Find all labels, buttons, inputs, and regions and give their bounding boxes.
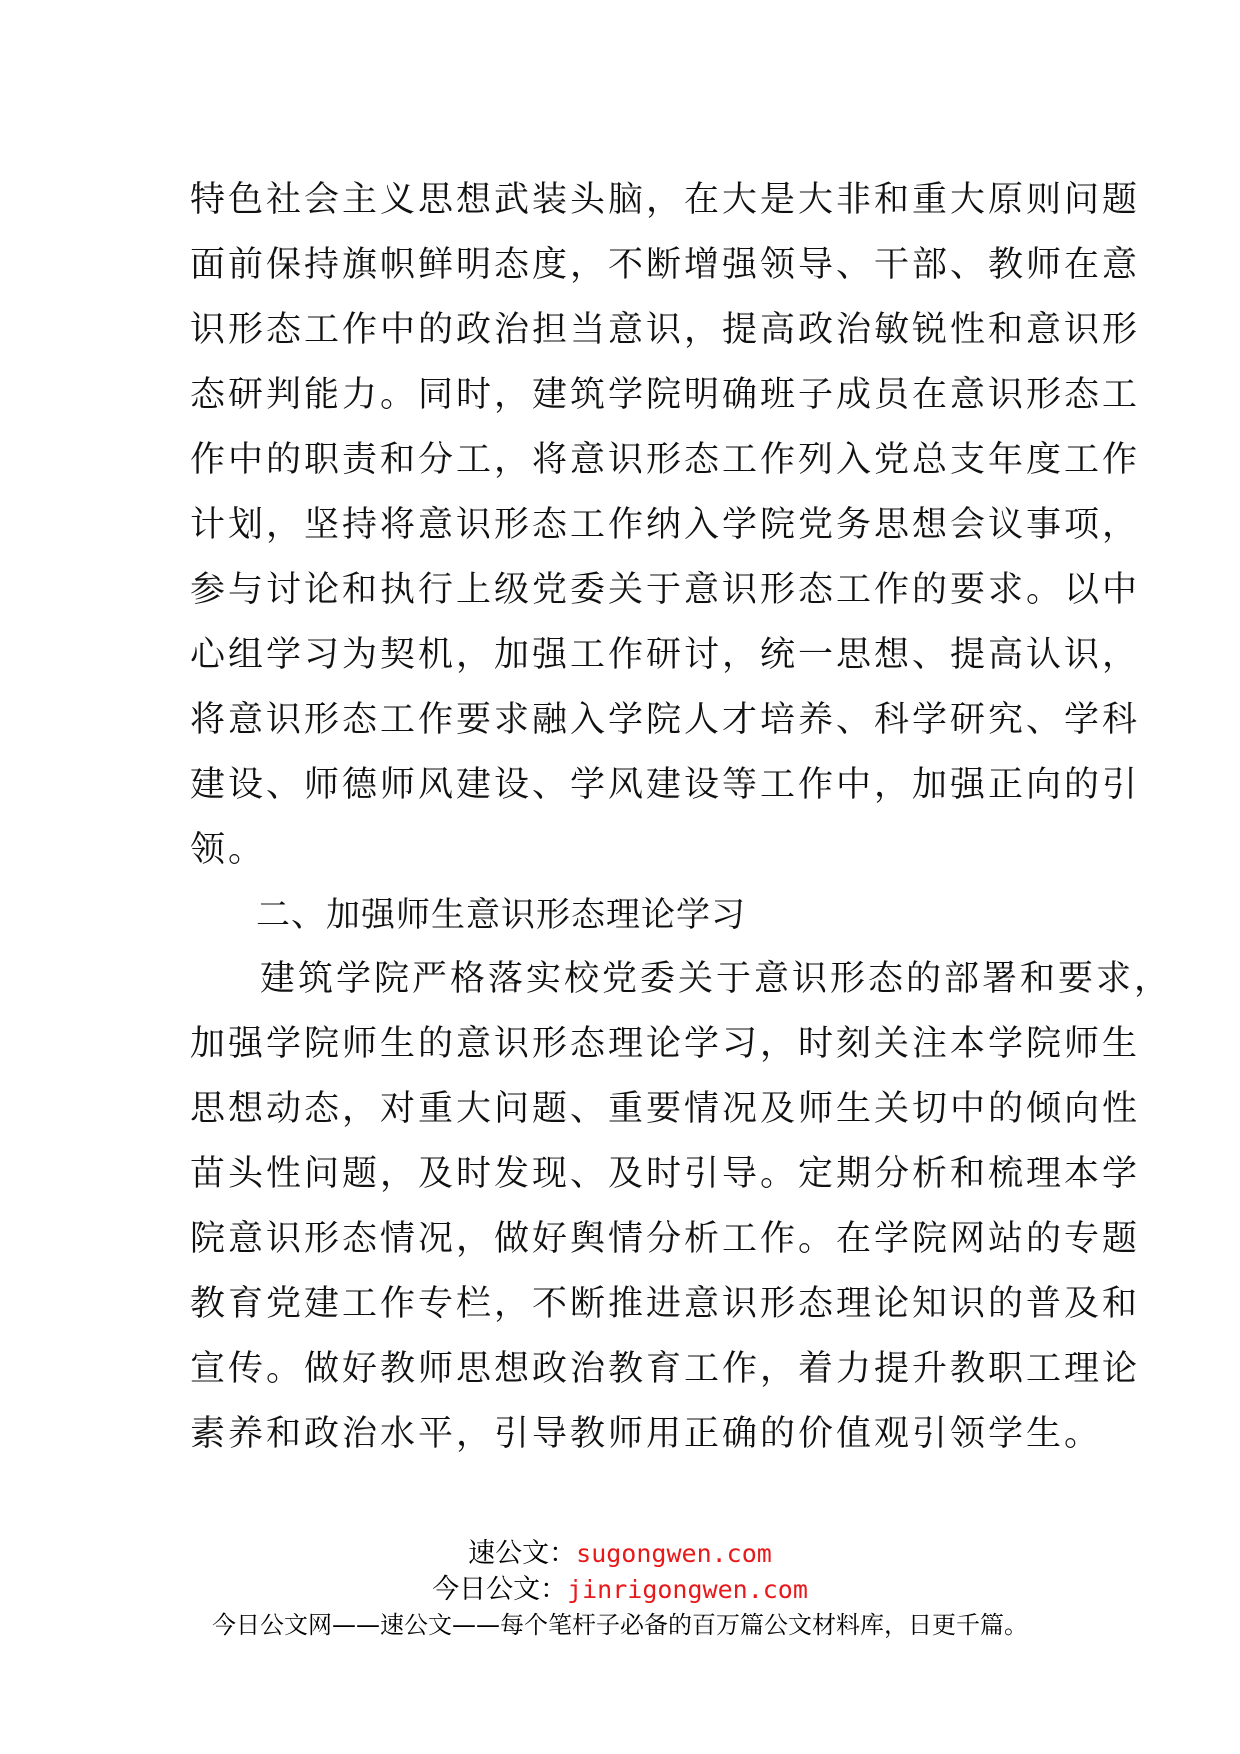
footer-line-jinrigongwen <box>0 1572 1240 1608</box>
footer <box>0 1536 1240 1642</box>
paragraph-1-line: 参与讨论和执行上级党委关于意识形态工作的要求。以中 <box>190 570 1141 610</box>
footer-label-sugongwen: 速公文： <box>468 1538 577 1569</box>
paragraph-2-line: 院意识形态情况，做好舆情分析工作。在学院网站的专题 <box>190 1219 1141 1259</box>
paragraph-2-line: 素养和政治水平，引导教师用正确的价值观引领学生。 <box>190 1414 1103 1454</box>
footer-line-sugongwen <box>0 1536 1240 1572</box>
footer-link-sugongwen[interactable]: sugongwen.com <box>576 1539 772 1568</box>
paragraph-1-line: 计划，坚持将意识形态工作纳入学院党务思想会议事项， <box>190 505 1141 545</box>
paragraph-2-line: 加强学院师生的意识形态理论学习，时刻关注本学院师生 <box>190 1024 1141 1064</box>
paragraph-2-line: 思想动态，对重大问题、重要情况及师生关切中的倾向性 <box>190 1089 1141 1129</box>
paragraph-2 <box>190 947 1173 1467</box>
footer-label-jinrigongwen: 今日公文： <box>432 1574 568 1605</box>
paragraph-2-line: 宣传。做好教师思想政治教育工作，着力提升教职工理论 <box>190 1349 1141 1389</box>
paragraph-1 <box>190 168 1141 883</box>
section-heading: 二、加强师生意识形态理论学习 <box>256 895 746 935</box>
paragraph-1-line: 识形态工作中的政治担当意识，提高政治敏锐性和意识形 <box>190 310 1141 350</box>
paragraph-2-line: 苗头性问题，及时发现、及时引导。定期分析和梳理本学 <box>190 1154 1141 1194</box>
paragraph-1-line: 态研判能力。同时，建筑学院明确班子成员在意识形态工 <box>190 375 1141 415</box>
paragraph-1-line: 面前保持旗帜鲜明态度，不断增强领导、干部、教师在意 <box>190 245 1141 285</box>
document-body <box>190 168 1173 1467</box>
paragraph-1-line: 建设、师德师风建设、学风建设等工作中，加强正向的引 <box>190 765 1141 805</box>
paragraph-1-line: 作中的职责和分工，将意识形态工作列入党总支年度工作 <box>190 440 1141 480</box>
paragraph-1-line: 特色社会主义思想武装头脑，在大是大非和重大原则问题 <box>190 180 1141 220</box>
paragraph-2-line: 教育党建工作专栏，不断推进意识形态理论知识的普及和 <box>190 1284 1141 1324</box>
paragraph-1-line: 心组学习为契机，加强工作研讨，统一思想、提高认识， <box>190 635 1141 675</box>
footer-tagline: 今日公文网——速公文——每个笔杆子必备的百万篇公文材料库，日更千篇。 <box>212 1611 1028 1639</box>
paragraph-2-line: 建筑学院严格落实校党委关于意识形态的部署和要求， <box>260 959 1173 999</box>
paragraph-1-line: 领。 <box>190 830 267 870</box>
paragraph-1-line: 将意识形态工作要求融入学院人才培养、科学研究、学科 <box>190 700 1141 740</box>
footer-link-jinrigongwen[interactable]: jinrigongwen.com <box>567 1575 808 1604</box>
